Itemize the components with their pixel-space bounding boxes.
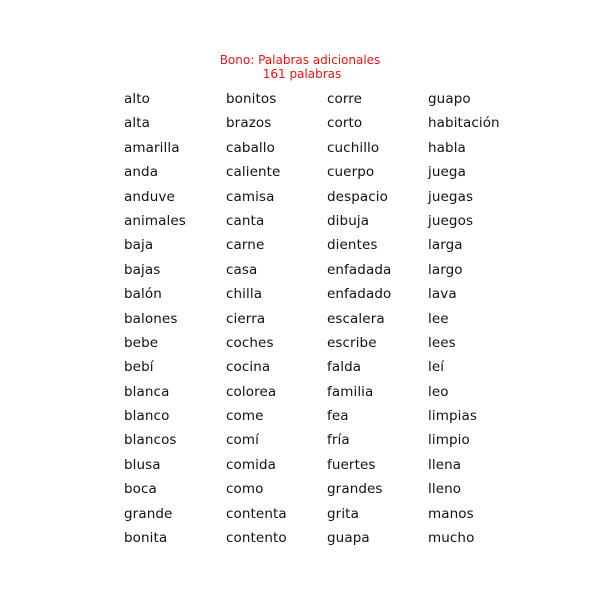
- word-item: cuchillo: [327, 139, 380, 156]
- word-item: colorea: [226, 383, 277, 400]
- word-item: casa: [226, 261, 258, 278]
- word-item: habitación: [428, 115, 500, 132]
- word-item: falda: [327, 359, 362, 376]
- word-item: juegas: [428, 188, 474, 205]
- word-item: balones: [124, 310, 178, 327]
- word-item: larga: [428, 237, 463, 254]
- word-item: amarilla: [124, 139, 180, 156]
- word-item: dibuja: [327, 212, 370, 229]
- word-item: familia: [327, 383, 374, 400]
- word-item: animales: [124, 212, 186, 229]
- word-item: contenta: [226, 505, 287, 522]
- word-count: 161 palabras: [262, 67, 342, 81]
- word-item: blancos: [124, 432, 177, 449]
- word-item: alta: [124, 115, 150, 132]
- word-item: bajas: [124, 261, 161, 278]
- word-item: leo: [428, 383, 449, 400]
- word-item: guapo: [428, 91, 471, 107]
- word-item: alto: [124, 91, 150, 107]
- word-item: canta: [226, 212, 265, 229]
- word-item: limpias: [428, 408, 477, 425]
- word-item: cuerpo: [327, 164, 375, 181]
- word-item: grandes: [327, 481, 383, 498]
- page-title: Bono: Palabras adicionales: [219, 53, 381, 67]
- word-item: bebí: [124, 359, 154, 376]
- word-item: chilla: [226, 286, 263, 303]
- word-column-3: [327, 87, 437, 550]
- word-item: enfadado: [327, 286, 392, 303]
- word-item: camisa: [226, 188, 275, 205]
- word-item: lee: [428, 310, 449, 327]
- word-item: juega: [428, 164, 466, 181]
- word-item: anduve: [124, 188, 175, 205]
- word-item: grande: [124, 505, 173, 522]
- word-item: fea: [327, 408, 349, 425]
- word-item: lleno: [428, 481, 462, 498]
- word-item: bonita: [124, 530, 168, 547]
- word-item: carne: [226, 237, 265, 254]
- word-item: escribe: [327, 334, 377, 351]
- word-item: contento: [226, 530, 287, 547]
- word-item: manos: [428, 505, 474, 522]
- word-item: largo: [428, 261, 463, 278]
- word-item: lees: [428, 334, 456, 351]
- word-item: boca: [124, 481, 157, 498]
- word-item: limpio: [428, 432, 470, 449]
- word-item: mucho: [428, 530, 475, 547]
- word-item: balón: [124, 286, 162, 303]
- word-item: cocina: [226, 359, 271, 376]
- word-item: brazos: [226, 115, 272, 132]
- word-item: fría: [327, 432, 350, 449]
- word-column-4: [428, 87, 538, 550]
- page-header: [0, 53, 600, 81]
- word-item: corre: [327, 91, 363, 107]
- word-item: enfadada: [327, 261, 392, 278]
- word-item: como: [226, 481, 264, 498]
- word-item: escalera: [327, 310, 385, 327]
- word-item: juegos: [428, 212, 474, 229]
- word-item: lava: [428, 286, 457, 303]
- word-item: anda: [124, 164, 159, 181]
- word-item: grita: [327, 505, 359, 522]
- word-item: cierra: [226, 310, 266, 327]
- word-item: fuertes: [327, 456, 376, 473]
- word-item: llena: [428, 456, 462, 473]
- word-item: bonitos: [226, 91, 277, 107]
- word-item: corto: [327, 115, 363, 132]
- word-column-1: [124, 87, 234, 550]
- word-item: despacio: [327, 188, 388, 205]
- word-item: caliente: [226, 164, 281, 181]
- word-item: blanco: [124, 408, 170, 425]
- word-item: caballo: [226, 139, 275, 156]
- word-item: come: [226, 408, 264, 425]
- word-item: bebe: [124, 334, 159, 351]
- word-column-2: [226, 87, 336, 550]
- word-item: blusa: [124, 456, 161, 473]
- word-item: leí: [428, 359, 445, 376]
- word-item: dientes: [327, 237, 378, 254]
- word-item: habla: [428, 139, 466, 156]
- word-item: blanca: [124, 383, 170, 400]
- word-item: baja: [124, 237, 154, 254]
- word-item: guapa: [327, 530, 370, 547]
- word-item: comí: [226, 432, 259, 449]
- word-item: coches: [226, 334, 274, 351]
- word-item: comida: [226, 456, 277, 473]
